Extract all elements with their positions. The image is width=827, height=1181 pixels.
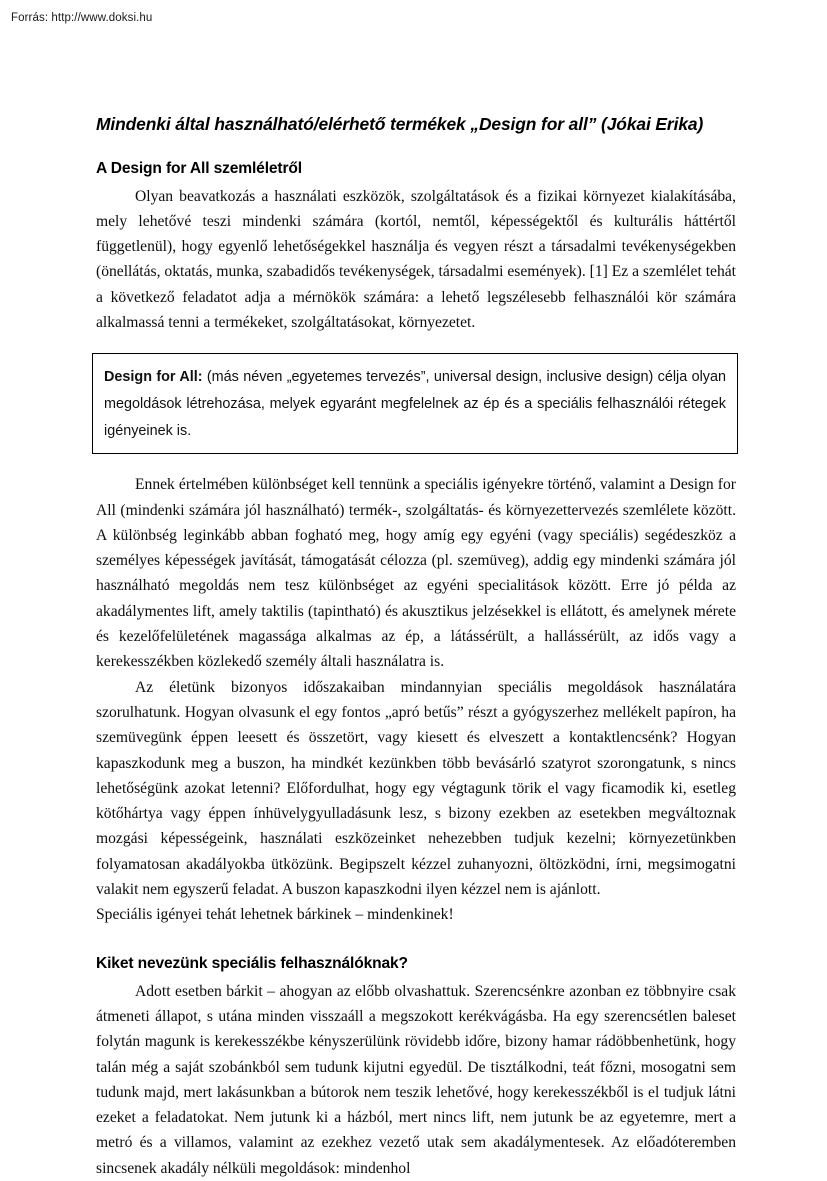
definition-text xyxy=(104,364,726,445)
paragraph-life-periods: Az életünk bizonyos időszakaiban mindannyian speciális megoldások használatára szorulhatunk. Hogyan olvasunk el egy fontos „apró betűs” részt a gyógyszerhez mellékelt papíron, ha szemüvegünk éppen leesett és összetört, vagy kiesett és elveszett a kontaktlencsénk? Hogyan kapaszkodunk meg a buszon, ha mindkét kezünkben több bevásárló szatyrot szorongatunk, s nincs lehetőségünk azokat letenni? Előfordulhat, hogy egy végtagunk törik el vagy ficamodik ki, esetleg kötőhártya vagy éppen ínhüvelygyulladásunk lesz, s bizony ezekben az esetekben megváltoznak mozgási képességeink, használati eszközeinket nehezebben tudjuk kezelni; környezetünkben folyamatosan akadályokba ütközünk. Begipszelt kézzel zuhanyozni, öltözködni, írni, megsimogatni valakit nem egyszerű feladat. A buszon kapaszkodni ilyen kézzel nem is ajánlott. xyxy=(96,678,736,899)
document-content-column xyxy=(96,112,736,1181)
paragraph-special-users: Adott esetben bárkit – ahogyan az előbb olvashattuk. Szerencsénkre azonban ez többnyire csak átmeneti állapot, s utána minden visszaáll a megszokott kerékvágásba. Ha egy szerencsétlen baleset folytán magunk is kerekesszékbe kényszerülünk rövidebb időre, bizony hamar rádöbbenhetünk, hogy talán még a saját szobánkból sem tudunk kijutni egyedül. De tisztálkodni, teát főzni, mosogatni sem tudunk majd, mert lakásunkban a bútorok nem teszik lehetővé, hogy kerekesszékből is el tudjuk látni ezeket a feladatokat. Nem jutunk ki a házból, mert nincs lift, nem jutunk be az egyetemre, mert a metró és a villamos, valamint az ezekhez vezető utak sem akadálymentesek. Az előadóteremben sincsenek akadály nélküli megoldások: mindenhol xyxy=(96,982,736,1177)
definition-term: Design for All: xyxy=(104,369,203,386)
section-heading-design-for-all: A Design for All szemléletről xyxy=(96,159,302,177)
source-url-header: Forrás: http://www.doksi.hu xyxy=(11,12,153,24)
definition-callout-box xyxy=(92,353,738,454)
paragraph-difference-explanation: Ennek értelmében különbséget kell tennünk a speciális igényekre történő, valamint a Design for All (mindenki számára jól használható) termék-, szolgáltatás- és környezettervezés szemlélete között. A különbség leginkább abban fogható meg, hogy amíg egy egyéni (vagy speciális) segédeszköz a személyes képességek javítását, támogatását célozza (pl. szemüveg), addig egy mindenki számára jól használható megoldás nem tesz különbséget az egyéni specialitások között. Erre jó példa az akadálymentes lift, amely taktilis (tapintható) és akusztikus jelzésekkel is ellátott, és amelynek mérete és kezelőfelületének magassága alkalmas az ép, a látássérült, a hallássérült, az idős vagy a kerekesszékben közlekedő személy általi használatra is. xyxy=(96,476,736,671)
paragraph-design-for-all-intro: Olyan beavatkozás a használati eszközök, szolgáltatások és a fizikai környezet kialakításába, mely lehetővé teszi mindenki számára (kortól, nemtől, képességektől és kulturális háttértől függetlenül), hogy egyenlő lehetőségekkel használja és vegyen részt a társadalmi tevékenységekben (önellátás, oktatás, munka, szabadidős tevékenységek, társadalmi események). [1] Ez a szemlélet tehát a következő feladatot adja a mérnökök számára: a lehető legszélesebb felhasználói kör számára alkalmassá tenni a termékeket, szolgáltatásokat, környezetet. xyxy=(96,187,736,331)
paragraph-closing-line: Speciális igényei tehát lehetnek bárkinek – mindenkinek! xyxy=(96,906,454,924)
definition-body: (más néven „egyetemes tervezés”, universal design, inclusive design) célja olyan megoldások létrehozása, melyek egyaránt megfelelnek az ép és a speciális felhasználói rétegek igényeinek is. xyxy=(104,369,726,440)
document-title: Mindenki által használható/elérhető termékek „Design for all” (Jókai Erika) xyxy=(96,114,704,134)
section-heading-special-users: Kiket nevezünk speciális felhasználóknak? xyxy=(96,954,408,972)
